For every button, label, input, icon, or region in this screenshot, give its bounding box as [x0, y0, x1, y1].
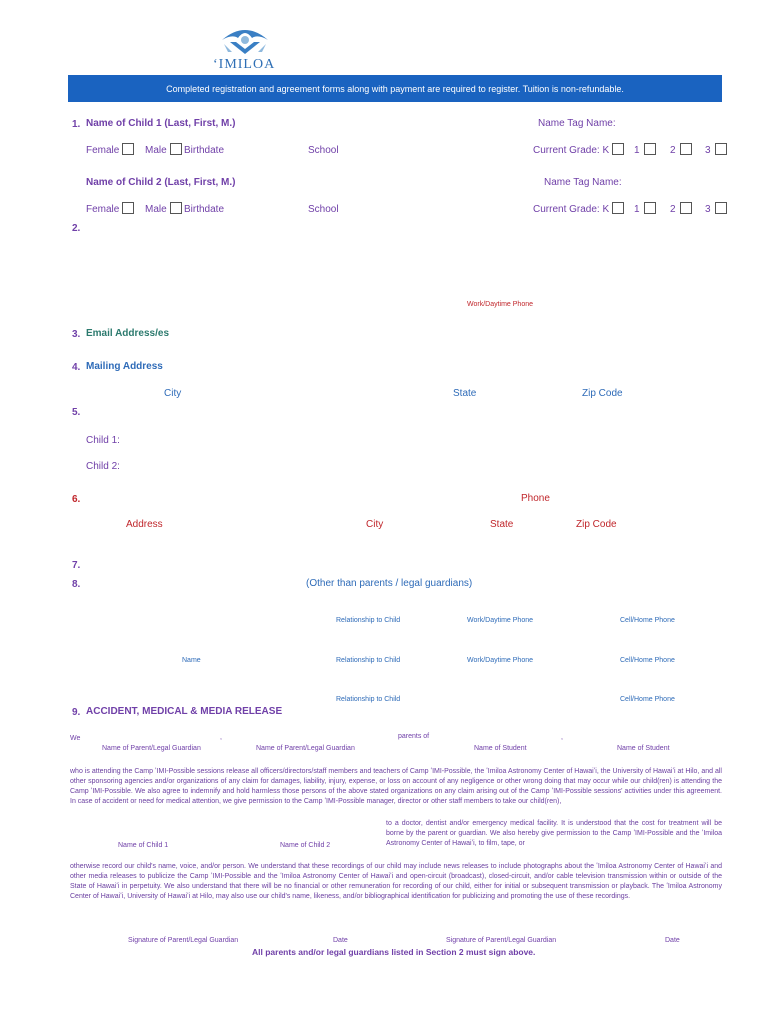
- child1-grade-label: Current Grade: K: [533, 145, 610, 156]
- section-7-number: 7.: [72, 560, 81, 571]
- mailing-city-label: City: [164, 388, 182, 399]
- child2-birthdate-label: Birthdate: [184, 204, 225, 215]
- section-6-number: 6.: [72, 494, 81, 505]
- mailing-state-label: State: [453, 388, 477, 399]
- logo-wordmark: ʻIMILOA: [213, 57, 276, 72]
- release-paragraph-3: otherwise record our child's name, voice, and/or person. We understand that these recordings of our child may include news releases to include photographs about the ʻImiloa Astronomy Center of Hawaiʻi and other media releases to publicize the Camp ʻIMI-Possible and the ʻImiloa Astronomy Center of Hawaiʻi and open-circuit (broadcast), closed-circuit, and/or cable television transmission within or outside of the State of Hawaiʻi in perpetuity. We also understand that there will be no financial or other remuneration for recording of our child, either for initial or subsequent transmission or playback. The ʻImiloa Astronomy Center of Hawaiʻi, University of Hawaiʻi at Hilo, may also use our child's name, likeness, and/or bibliographical identification for publicizing and promoting the use of these recordings.: [70, 863, 722, 900]
- pickup2-cell-phone-label: Cell/Home Phone: [620, 657, 675, 664]
- signature-requirement-note: All parents and/or legal guardians listed in Section 2 must sign above.: [252, 947, 536, 957]
- section5-child2-label: Child 2:: [86, 461, 120, 472]
- child2-grade-k-checkbox[interactable]: [612, 202, 624, 214]
- signature1-caption: Signature of Parent/Legal Guardian: [128, 937, 239, 944]
- release-paragraph-1: who is attending the Camp ʻIMI-Possible sessions release all officers/directors/staff members and teachers of Camp ʻIMI-Possible, the ʻImiloa Astronomy Center of Hawaiʻi, the University of Hawaiʻi at Hilo, and all other sponsoring agencies and/or organizations of any claim for damages, liability, injury, expense, or loss on account of any negligence or other wrong doing that may occur while our child(ren) is attending the Camp ʻIMI-Possible. We also agree to indemnify and hold harmless those persons of the above stated organizations on any claim arising out of the Camp ʻIMI-Possible sessions' activities under this agreement. In case of accident or need for medical attention, we give permission to the Camp ʻIMI-Possible manager, director or other staff members to take our child(ren),: [70, 768, 722, 805]
- child2-female-checkbox[interactable]: [122, 202, 134, 214]
- child2-name-caption: Name of Child 2: [280, 842, 331, 849]
- pickup2-relationship-label: Relationship to Child: [336, 657, 401, 664]
- child2-grade-3-checkbox[interactable]: [715, 202, 727, 214]
- mailing-address-label: Mailing Address: [86, 361, 163, 372]
- release-title: ACCIDENT, MEDICAL & MEDIA RELEASE: [86, 706, 283, 717]
- child1-name-label: Name of Child 1 (Last, First, M.): [86, 118, 236, 129]
- child2-female-label: Female: [86, 204, 120, 215]
- pickup1-work-phone-label: Work/Daytime Phone: [467, 617, 534, 624]
- pickup3-cell-phone-label: Cell/Home Phone: [620, 696, 675, 703]
- imiloa-logo: [218, 26, 272, 60]
- signature2-caption: Signature of Parent/Legal Guardian: [446, 937, 557, 944]
- registration-banner: [68, 75, 722, 102]
- child1-grade-3-label: 3: [705, 145, 711, 156]
- date2-caption: Date: [665, 937, 680, 944]
- authorized-pickup-note: (Other than parents / legal guardians): [306, 578, 473, 589]
- section5-child1-label: Child 1:: [86, 435, 120, 446]
- section-3-number: 3.: [72, 329, 81, 340]
- child1-grade-1-label: 1: [634, 145, 640, 156]
- child1-name-tag-label: Name Tag Name:: [538, 118, 616, 129]
- date1-caption: Date: [333, 937, 348, 944]
- child2-grade-1-label: 1: [634, 204, 640, 215]
- emergency-city-label: City: [366, 519, 384, 530]
- child1-grade-1-checkbox[interactable]: [644, 143, 656, 155]
- section-4-number: 4.: [72, 362, 81, 373]
- emergency-address-label: Address: [126, 519, 163, 530]
- child2-grade-label: Current Grade: K: [533, 204, 610, 215]
- release-we: We: [70, 735, 81, 742]
- release-comma-1: ,: [220, 734, 222, 741]
- child1-female-label: Female: [86, 145, 120, 156]
- child2-grade-2-checkbox[interactable]: [680, 202, 692, 214]
- section-5-number: 5.: [72, 407, 81, 418]
- parent2-name-caption: Name of Parent/Legal Guardian: [256, 745, 355, 752]
- child2-grade-3-label: 3: [705, 204, 711, 215]
- child1-male-label: Male: [145, 145, 167, 156]
- emergency-phone-label: Phone: [521, 493, 550, 504]
- pickup3-relationship-label: Relationship to Child: [336, 696, 401, 703]
- child2-name-label: Name of Child 2 (Last, First, M.): [86, 177, 236, 188]
- child1-grade-2-checkbox[interactable]: [680, 143, 692, 155]
- child1-male-checkbox[interactable]: [170, 143, 182, 155]
- email-label: Email Address/es: [86, 328, 170, 339]
- emergency-zip-label: Zip Code: [576, 519, 617, 530]
- pickup2-work-phone-label: Work/Daytime Phone: [467, 657, 534, 664]
- child2-school-label: School: [308, 204, 339, 215]
- guardian-work-phone-label: Work/Daytime Phone: [467, 301, 534, 308]
- pickup1-cell-phone-label: Cell/Home Phone: [620, 617, 675, 624]
- section-2-number: 2.: [72, 223, 81, 234]
- banner-text: Completed registration and agreement forms along with payment are required to register. Tuition is non-refundable.: [166, 83, 624, 94]
- release-comma-2: ,: [561, 734, 563, 741]
- parent1-name-caption: Name of Parent/Legal Guardian: [102, 745, 201, 752]
- child1-grade-k-checkbox[interactable]: [612, 143, 624, 155]
- child1-birthdate-label: Birthdate: [184, 145, 225, 156]
- section-1-number: 1.: [72, 119, 81, 130]
- pickup2-name-label: Name: [182, 657, 201, 664]
- student2-name-caption: Name of Student: [617, 745, 670, 752]
- child2-male-label: Male: [145, 204, 167, 215]
- release-parents-of: parents of: [398, 733, 430, 740]
- child2-name-tag-label: Name Tag Name:: [544, 177, 622, 188]
- child1-grade-3-checkbox[interactable]: [715, 143, 727, 155]
- child2-grade-1-checkbox[interactable]: [644, 202, 656, 214]
- release-paragraph-2: to a doctor, dentist and/or emergency medical facility. It is understood that the cost for treatment will be borne by the parent or guardian. We also hereby give permission to the Camp ʻIMI-Possible and the ʻImiloa Astronomy Center of Hawaiʻi, to film, tape, or: [386, 820, 722, 847]
- child1-school-label: School: [308, 145, 339, 156]
- student1-name-caption: Name of Student: [474, 745, 527, 752]
- child2-male-checkbox[interactable]: [170, 202, 182, 214]
- child1-name-caption: Name of Child 1: [118, 842, 169, 849]
- mailing-zip-label: Zip Code: [582, 388, 623, 399]
- child1-female-checkbox[interactable]: [122, 143, 134, 155]
- emergency-state-label: State: [490, 519, 514, 530]
- section-9-number: 9.: [72, 707, 81, 718]
- pickup1-relationship-label: Relationship to Child: [336, 617, 401, 624]
- section-8-number: 8.: [72, 579, 81, 590]
- child1-grade-2-label: 2: [670, 145, 676, 156]
- child2-grade-2-label: 2: [670, 204, 676, 215]
